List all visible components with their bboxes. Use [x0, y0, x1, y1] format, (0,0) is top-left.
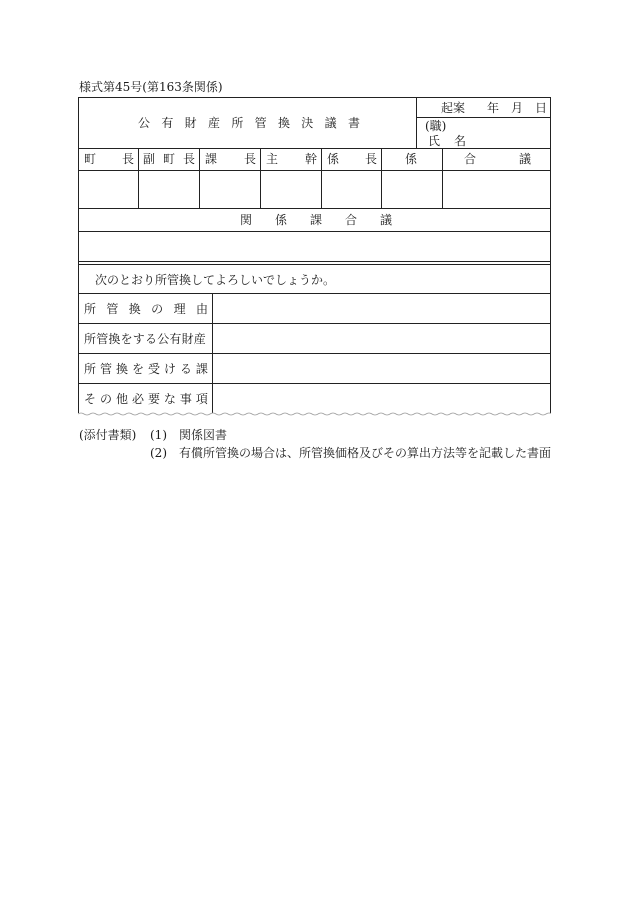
- shoku-label: (職): [425, 119, 447, 133]
- kankei-ka-gogi-field[interactable]: [79, 232, 550, 261]
- attachment-1-number: (1): [150, 428, 167, 442]
- form-number-label: 様式第45号(第163条関係): [79, 80, 223, 94]
- stamp-cell-shukan[interactable]: [261, 171, 321, 208]
- row-label-receiving-section: 所 管 換 を 受 け る 課: [84, 362, 208, 376]
- row-field-reason[interactable]: [213, 294, 550, 323]
- row-label-other-matters: そ の 他 必 要 な 事 項: [84, 392, 208, 406]
- approver-gogi: 合 議: [464, 152, 531, 166]
- stamp-cell-gogi[interactable]: [443, 171, 550, 208]
- attachment-2-text: 有償所管換の場合は、所管換価格及びその算出方法等を記載した書面: [179, 446, 552, 460]
- date-month-label: 月: [511, 101, 524, 115]
- kankei-ka-gogi-label: 関 係 課 合 議: [240, 213, 392, 227]
- date-year-label: 年: [487, 101, 500, 115]
- row-field-other-matters[interactable]: [213, 384, 550, 412]
- approver-kakari: 係: [405, 152, 418, 166]
- row-field-property[interactable]: [213, 324, 550, 353]
- shimei-label: 氏 名: [428, 134, 466, 148]
- attachments-label: (添付書類): [79, 428, 137, 442]
- approver-kakaricho: 係 長: [327, 152, 377, 166]
- stamp-cell-kakaricho[interactable]: [322, 171, 381, 208]
- row-label-property: 所管換をする公有財産: [84, 332, 207, 346]
- date-day-label: 日: [535, 101, 548, 115]
- kian-label: 起案: [441, 101, 466, 115]
- stamp-cell-chocho[interactable]: [79, 171, 138, 208]
- attachment-2-number: (2): [150, 446, 167, 460]
- attachment-1-text: 関係図書: [179, 428, 228, 442]
- approver-shukan: 主 幹: [266, 152, 317, 166]
- approver-chocho: 町 長: [84, 152, 134, 166]
- approver-fukuchocho: 副 町 長: [143, 152, 195, 166]
- approval-statement: 次のとおり所管換してよろしいでしょうか。: [95, 273, 336, 287]
- cut-edge-wave: [78, 412, 551, 416]
- document-title: 公 有 財 産 所 管 換 決 議 書: [138, 116, 360, 130]
- stamp-cell-kakari[interactable]: [382, 171, 442, 208]
- stamp-cell-fukuchocho[interactable]: [139, 171, 199, 208]
- stamp-cell-kacho[interactable]: [200, 171, 260, 208]
- approver-kacho: 課 長: [205, 152, 256, 166]
- row-field-receiving-section[interactable]: [213, 354, 550, 383]
- row-label-reason: 所 管 換 の 理 由: [84, 302, 208, 316]
